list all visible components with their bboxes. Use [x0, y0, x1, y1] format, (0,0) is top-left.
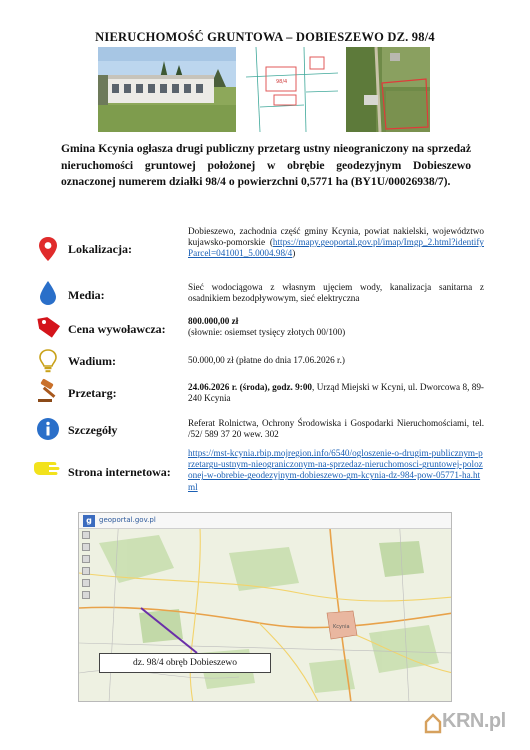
- details-value: Referat Rolnictwa, Ochrony Środowiska i Gospodarki Nieruchomościami, tel. /52/ 589 37 20 wew. 302: [188, 418, 484, 440]
- measure-icon[interactable]: [82, 567, 90, 575]
- map-toolbar: [79, 513, 451, 529]
- layers-icon[interactable]: [82, 579, 90, 587]
- media-value: Sieć wodociągowa z własnym ujęciem wody, kanalizacja sanitarna z osadnikiem bezodpływowym, sieć elektryczna: [188, 282, 484, 304]
- details-label: Szczegóły: [68, 423, 118, 437]
- website-label: Strona internetowa:: [68, 465, 171, 479]
- location-text: Dobieszewo, zachodnia część gminy Kcynia, powiat nakielski, województwo kujawsko-pomorskie: [188, 226, 484, 248]
- geoportal-brand: geoportal.gov.pl: [99, 516, 156, 524]
- announcement-intro: Gmina Kcynia ogłasza drugi publiczny przetarg ustny nieograniczony na sprzedaż nieruchomości gruntowej położonej w obrębie geodezyjnym Dobieszewo oznaczonej numerem działki 98/4 o powierzchni 0,5771 ha (BY1U/00026938/7).: [61, 142, 471, 188]
- map-tool-column: [82, 531, 91, 603]
- price-amount: 800.000,00 zł: [188, 316, 239, 326]
- print-icon[interactable]: [82, 591, 90, 599]
- price-value: [188, 316, 484, 338]
- map-background: [79, 513, 452, 702]
- water-drop-icon: [36, 280, 60, 306]
- announcement-link[interactable]: https://mst-kcynia.rbip.mojregion.info/6540/ogloszenie-o-drugim-publicznym-przetargu-ustnym-nieograniczonym-na-sprzedaz-nieruchomosci-gruntowej-polozonej-w-obrebie-geodezyjnym-dobieszewo-gm-kcynia-dz-984-pow-05771-ha.html: [188, 448, 483, 492]
- lightbulb-icon: [36, 348, 60, 374]
- house-icon: [424, 712, 442, 734]
- deposit-value: 50.000,00 zł (płatne do dnia 17.06.2026 r.): [188, 355, 345, 365]
- pointing-hand-icon: [32, 458, 66, 484]
- building-photo: [98, 47, 236, 132]
- auction-value: [188, 382, 484, 404]
- zoom-out-icon[interactable]: [82, 543, 90, 551]
- aerial-photo: [346, 47, 430, 132]
- auction-date: 24.06.2026 r. (środa), godz. 9:00: [188, 382, 313, 392]
- location-pin-icon: [36, 236, 60, 262]
- svg-text:98/4: 98/4: [276, 79, 288, 85]
- website-value: [188, 448, 484, 493]
- auction-place: , Urząd Miejski w Kcyni, ul. Dworcowa 8, 89-240 Kcynia: [188, 382, 484, 404]
- geoportal-logo[interactable]: g: [83, 515, 95, 527]
- zoom-in-icon[interactable]: [82, 531, 90, 539]
- media-label: Media:: [68, 288, 105, 302]
- gavel-icon: [36, 378, 60, 404]
- price-label: Cena wywoławcza:: [68, 322, 166, 336]
- geoportal-parcel-link[interactable]: https://mapy.geoportal.gov.pl/imap/Imgp_2.html?identifyParcel=041001_5.0004.98/4: [188, 237, 484, 259]
- page-title: NIERUCHOMOŚĆ GRUNTOWA – DOBIESZEWO DZ. 98/4: [95, 30, 435, 44]
- geoportal-map[interactable]: [78, 512, 452, 702]
- parcel-label: dz. 98/4 obręb Dobieszewo: [99, 653, 271, 673]
- map-town-label: Kcynia: [333, 624, 350, 630]
- cadastral-map: [246, 47, 338, 132]
- info-icon: [36, 416, 60, 442]
- photo-strip: [98, 47, 430, 132]
- location-value: Dobieszewo, zachodnia część gminy Kcynia, powiat nakielski, województwo kujawsko-pomorskie (https://mapy.geoportal.gov.pl/imap/Imgp_2.html?identifyParcel=041001_5.0004.98/4): [188, 226, 484, 259]
- krn-watermark: [424, 708, 524, 738]
- price-words: (słownie: osiemset tysięcy złotych 00/100): [188, 327, 346, 338]
- auction-label: Przetarg:: [68, 386, 117, 400]
- price-tag-icon: [36, 314, 60, 340]
- deposit-label: Wadium:: [68, 354, 117, 368]
- location-label: Lokalizacja:: [68, 242, 132, 256]
- pan-icon[interactable]: [82, 555, 90, 563]
- watermark-text: KRN.pl: [442, 710, 506, 732]
